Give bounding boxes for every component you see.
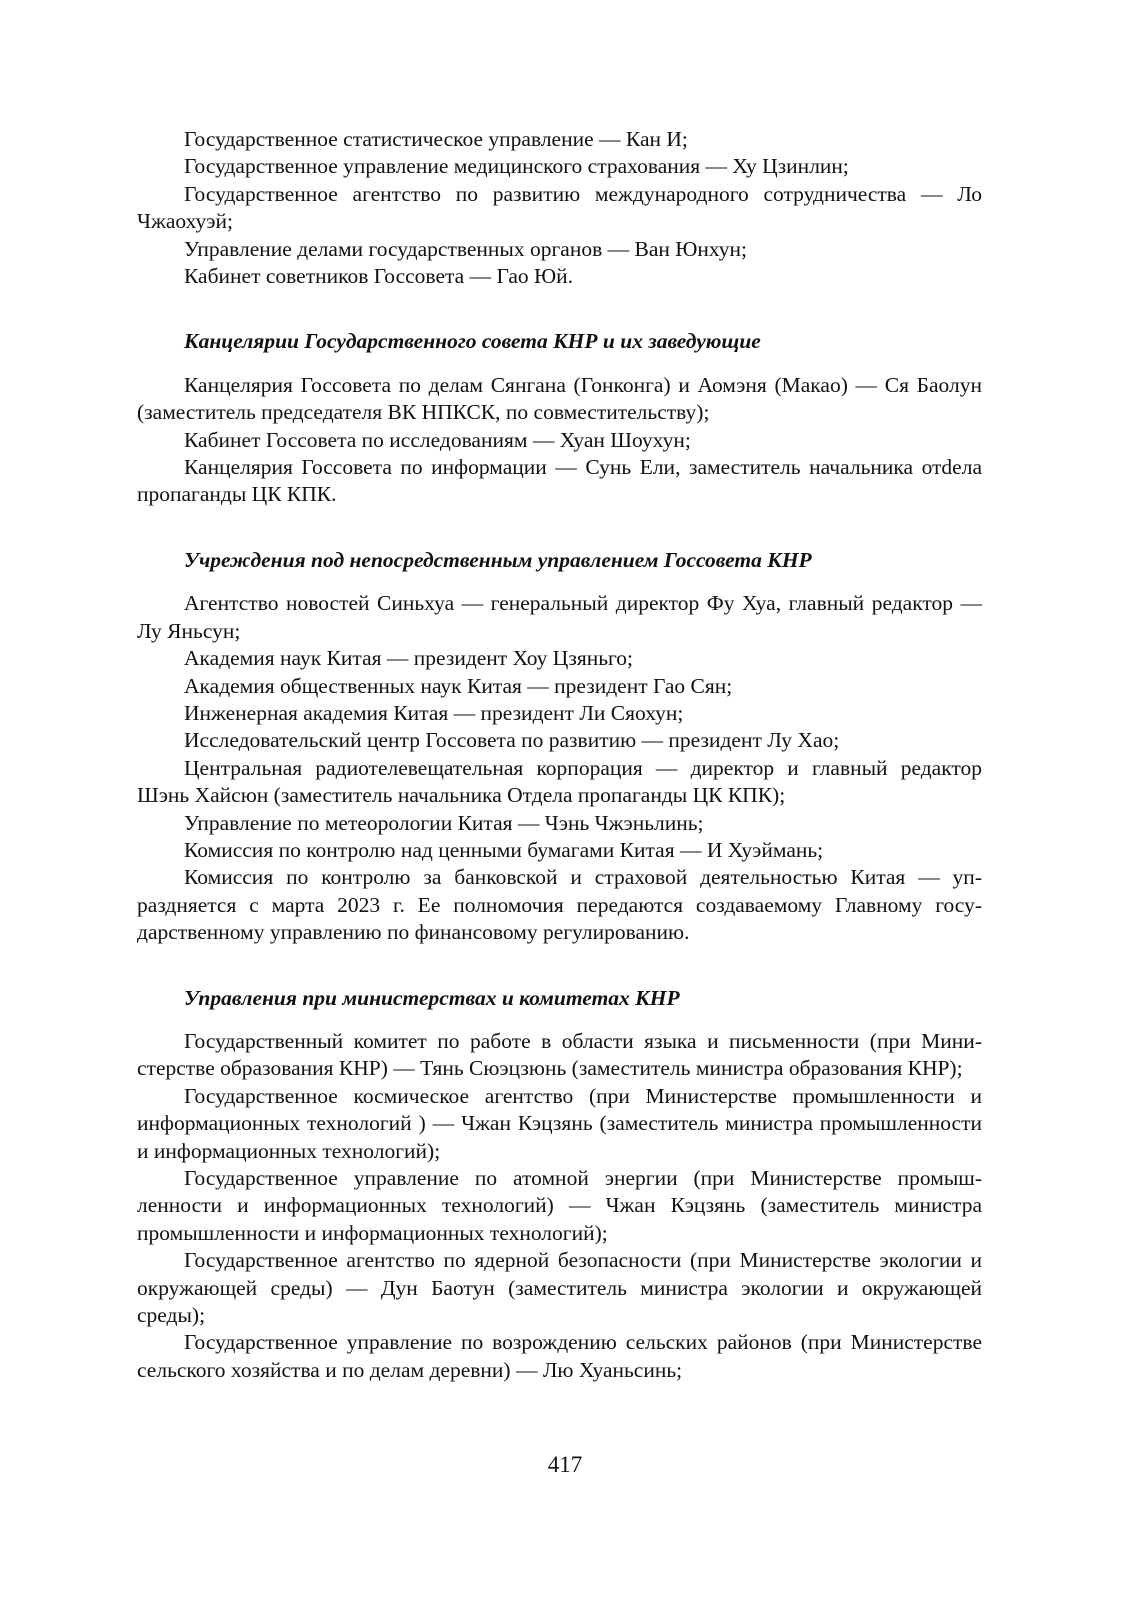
paragraph: Канцелярия Госсовета по делам Сянгана (Гонконга) и Аомэня (Макао) — Ся Баолун (заместитель председателя ВК НПКСК, по совместительству); — [137, 372, 982, 425]
paragraph: Государственное космическое агентство (при Министерстве промышленности и информационных технологий ) — Чжан Кэцзянь (заместитель министра промышленности и информационных технологий); — [137, 1083, 982, 1163]
paragraph: Исследовательский центр Госсовета по развитию — президент Лу Хао; — [184, 728, 840, 753]
section-2 — [137, 547, 982, 947]
paragraph: Государственное агентство по ядерной безопасности (при Министерстве экологии и окружающей среды) — Дун Баотун (заместитель министра экологии и окружающей среды); — [137, 1248, 982, 1328]
paragraph: Государственное управление по атомной энергии (при Министерстве промышленности и информационных технологий) — Чжан Кэцзянь (заместитель министра промышленности и информационных технологий); — [137, 1166, 982, 1245]
paragraph: Комиссия по контролю за банковской и страховой деятельностью Китая — упраздняется с марта 2023 г. Ее полномочия передаются создаваемому Главному государственному управлению по финансовому регулированию. — [137, 865, 982, 945]
paragraph: Государственное статистическое управление — Кан И; — [184, 127, 688, 151]
paragraph: Кабинет Госсовета по исследованиям — Хуан Шоухун; — [184, 427, 691, 452]
section-heading: Управления при министерствах и комитетах КНР — [184, 985, 680, 1010]
paragraph: Комиссия по контролю над ценными бумагами Китая — И Хуэймань; — [184, 837, 824, 862]
section-3 — [137, 985, 982, 1385]
paragraph: Агентство новостей Синьхуа — генеральный директор Фу Хуа, главный редактор — Лу Яньсун; — [137, 591, 982, 643]
section-1 — [137, 328, 982, 508]
section-heading: Учреждения под непосредственным управлением Госсовета КНР — [184, 547, 812, 572]
paragraph: Академия общественных наук Китая — президент Гао Сян; — [184, 673, 733, 698]
page-body — [137, 126, 982, 1384]
paragraph: Центральная радиотелевещательная корпорация — директор и главный редактор Шэнь Хайсюн (заместитель начальника Отдела пропаганды ЦК КПК); — [137, 755, 982, 808]
paragraph: Управление делами государственных органов — Ван Юнхун; — [184, 236, 748, 261]
paragraph: Канцелярия Госсовета по информации — Сунь Ели, заместитель начальника отdела пропаганды ЦК КПК. — [137, 455, 982, 507]
paragraph: Управление по метеорологии Китая — Чэнь Чжэньлинь; — [184, 810, 704, 835]
paragraph: Академия наук Китая — президент Хоу Цзяньго; — [184, 646, 634, 671]
paragraph: Государственное агентство по развитию международного сотрудничества — Ло Чжаохуэй; — [137, 181, 982, 234]
paragraph: Инженерная академия Китая — президент Ли Сяохун; — [184, 700, 684, 725]
page-number: 417 — [547, 1452, 583, 1477]
section-heading: Канцелярии Государственного совета КНР и их заведующие — [184, 329, 761, 354]
paragraph: Государственный комитет по работе в области языка и письменности (при Министерстве образования КНР) — Тянь Сюэцзюнь (заместитель министра образования КНР); — [137, 1028, 982, 1081]
section-0 — [137, 126, 982, 290]
paragraph: Государственное управление по возрождению сельских районов (при Министерстве сельского хозяйства и по делам деревни) — Лю Хуаньсинь; — [137, 1330, 982, 1382]
paragraph: Государственное управление медицинского страхования — Ху Цзинлин; — [184, 154, 849, 179]
paragraph: Кабинет советников Госсовета — Гао Юй. — [184, 264, 573, 289]
